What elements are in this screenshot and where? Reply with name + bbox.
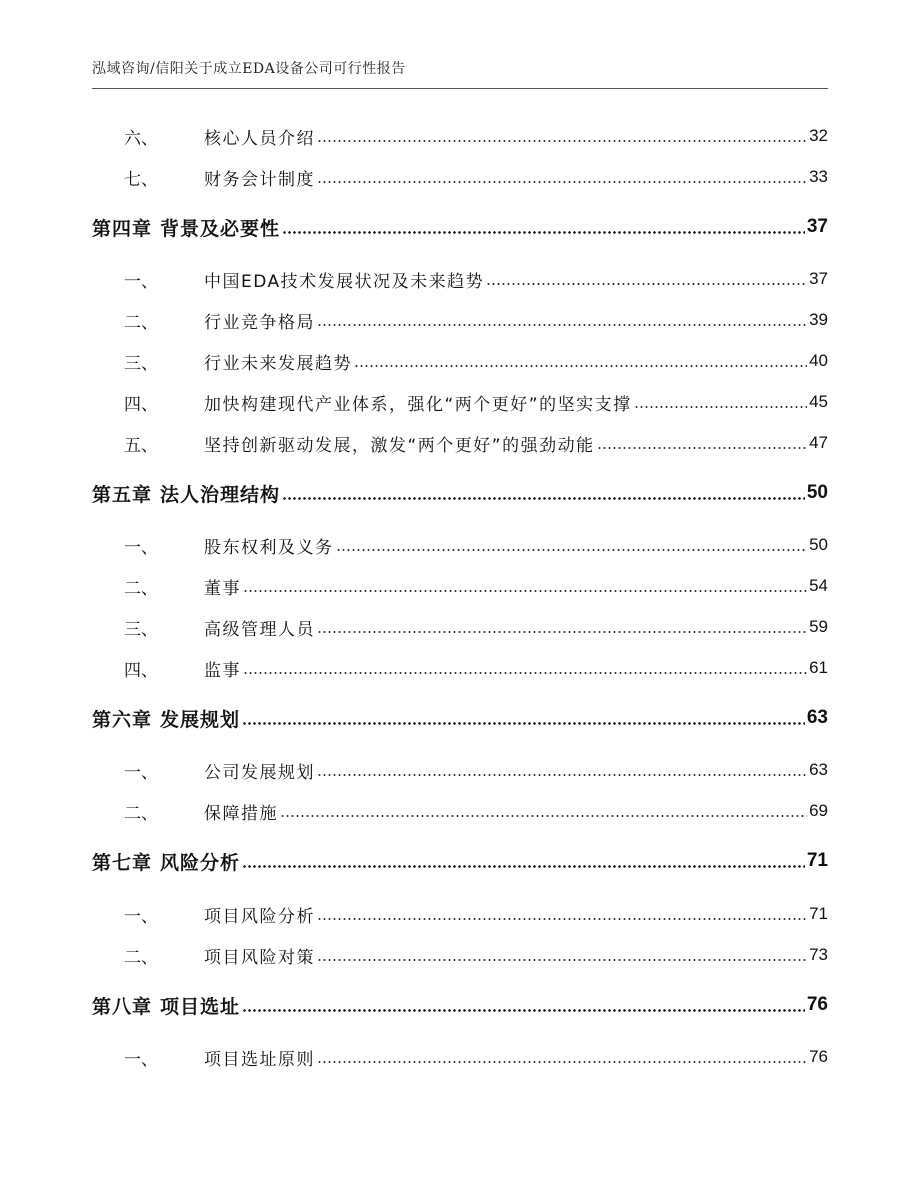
toc-chapter-page: 63: [806, 707, 828, 728]
toc-leader-dots: [317, 140, 807, 142]
toc-chapter-entry[interactable]: [92, 991, 828, 1019]
toc-chapter-number: 第七章: [92, 851, 153, 874]
toc-entry-number: 三、: [124, 619, 158, 640]
toc-entry-page: 73: [809, 945, 828, 964]
toc-leader-dots: [317, 959, 807, 961]
toc-leader-dots: [243, 590, 807, 592]
toc-entry-number: 一、: [124, 762, 158, 783]
toc-entry-number: 一、: [124, 906, 158, 927]
toc-entry-page: 40: [809, 351, 828, 370]
toc-entry[interactable]: [92, 613, 828, 641]
toc-entry-page: 59: [809, 617, 828, 636]
toc-entry-number: 七、: [124, 169, 158, 190]
toc-entry-title: 股东权利及义务: [204, 537, 334, 558]
toc-entry-title: 高级管理人员: [204, 619, 315, 640]
toc-entry-page: 37: [809, 269, 828, 288]
toc-leader-dots: [317, 774, 807, 776]
toc-chapter-title: 发展规划: [160, 708, 241, 731]
toc-entry[interactable]: [92, 531, 828, 559]
toc-entry[interactable]: [92, 572, 828, 600]
toc-leader-dots: [597, 447, 807, 449]
toc-leader-dots: [336, 549, 808, 551]
toc-entry-page: 69: [809, 801, 828, 820]
toc-chapter-title: 风险分析: [160, 851, 241, 874]
toc-entry-title: 项目风险对策: [204, 947, 315, 968]
toc-entry-number: 二、: [124, 947, 158, 968]
toc-chapter-title: 背景及必要性: [160, 217, 281, 240]
toc-entry-title: 加快构建现代产业体系，强化“两个更好”的坚实支撑: [204, 394, 632, 415]
toc-entry[interactable]: [92, 797, 828, 825]
toc-entry[interactable]: [92, 941, 828, 969]
toc-entry-number: 一、: [124, 1049, 158, 1070]
toc-entry-number: 一、: [124, 537, 158, 558]
toc-leader-dots: [242, 1009, 805, 1012]
toc-entry-page: 54: [809, 576, 828, 595]
toc-entry[interactable]: [92, 265, 828, 293]
toc-leader-dots: [354, 365, 807, 367]
toc-entry-title: 保障措施: [204, 803, 278, 824]
toc-entry[interactable]: [92, 429, 828, 457]
toc-entry-number: 五、: [124, 435, 158, 456]
toc-leader-dots: [317, 918, 807, 920]
toc-chapter-number: 第四章: [92, 217, 153, 240]
toc-chapter-entry[interactable]: [92, 213, 828, 241]
toc-entry[interactable]: [92, 306, 828, 334]
toc-entry-title: 项目选址原则: [204, 1049, 315, 1070]
toc-entry-page: 33: [809, 167, 828, 186]
toc-leader-dots: [486, 283, 807, 285]
toc-leader-dots: [282, 497, 805, 500]
toc-entry-title: 项目风险分析: [204, 906, 315, 927]
toc-entry-page: 63: [809, 760, 828, 779]
toc-entry-number: 二、: [124, 803, 158, 824]
toc-leader-dots: [280, 815, 807, 817]
toc-entry-page: 39: [809, 310, 828, 329]
toc-entry-number: 二、: [124, 312, 158, 333]
toc-entry[interactable]: [92, 756, 828, 784]
toc-chapter-page: 50: [806, 482, 828, 503]
toc-chapter-entry[interactable]: [92, 704, 828, 732]
toc-chapter-entry[interactable]: [92, 847, 828, 875]
toc-entry[interactable]: [92, 122, 828, 150]
toc-chapter-entry[interactable]: [92, 479, 828, 507]
toc-chapter-number: 第八章: [92, 995, 153, 1018]
toc-entry-title: 坚持创新驱动发展，激发“两个更好”的强劲动能: [204, 435, 595, 456]
toc-entry-page: 50: [809, 535, 828, 554]
toc-entry-title: 董事: [204, 578, 241, 599]
toc-chapter-number: 第六章: [92, 708, 153, 731]
toc-entry[interactable]: [92, 163, 828, 191]
toc-entry-title: 财务会计制度: [204, 169, 315, 190]
toc-entry-page: 45: [809, 392, 828, 411]
toc-entry-title: 行业竞争格局: [204, 312, 315, 333]
toc-entry-number: 一、: [124, 271, 158, 292]
toc-chapter-number: 第五章: [92, 483, 153, 506]
toc-leader-dots: [242, 865, 805, 868]
toc-leader-dots: [317, 181, 807, 183]
toc-chapter-title: 法人治理结构: [160, 483, 281, 506]
toc-entry-page: 47: [809, 433, 828, 452]
toc-leader-dots: [634, 406, 807, 408]
toc-entry-number: 三、: [124, 353, 158, 374]
toc-entry-number: 四、: [124, 394, 158, 415]
page-header: 泓域咨询/信阳关于成立EDA设备公司可行性报告: [92, 61, 406, 77]
toc-leader-dots: [242, 722, 805, 725]
toc-leader-dots: [243, 672, 807, 674]
toc-entry[interactable]: [92, 900, 828, 928]
toc-chapter-page: 37: [806, 216, 828, 237]
toc-chapter-title: 项目选址: [160, 995, 241, 1018]
toc-leader-dots: [317, 324, 807, 326]
toc-entry[interactable]: [92, 1043, 828, 1071]
toc-entry-title: 监事: [204, 660, 241, 681]
toc-entry-title: 公司发展规划: [204, 762, 315, 783]
toc-entry[interactable]: [92, 654, 828, 682]
toc-entry[interactable]: [92, 388, 828, 416]
toc-entry-title: 行业未来发展趋势: [204, 353, 352, 374]
toc-entry-title: 中国EDA技术发展状况及未来趋势: [204, 271, 485, 292]
toc-leader-dots: [317, 1061, 807, 1063]
toc-chapter-page: 76: [806, 994, 828, 1015]
toc-chapter-page: 71: [806, 850, 828, 871]
toc-entry-title: 核心人员介绍: [204, 128, 315, 149]
toc-entry-page: 32: [809, 126, 828, 145]
toc-entry-number: 四、: [124, 660, 158, 681]
header-rule: [92, 88, 828, 89]
toc-entry-number: 六、: [124, 128, 158, 149]
toc-entry-page: 61: [809, 658, 828, 677]
toc-entry[interactable]: [92, 347, 828, 375]
toc-entry-page: 71: [809, 904, 828, 923]
toc-leader-dots: [317, 631, 807, 633]
toc-leader-dots: [282, 231, 805, 234]
toc-entry-page: 76: [809, 1047, 828, 1066]
toc-entry-number: 二、: [124, 578, 158, 599]
